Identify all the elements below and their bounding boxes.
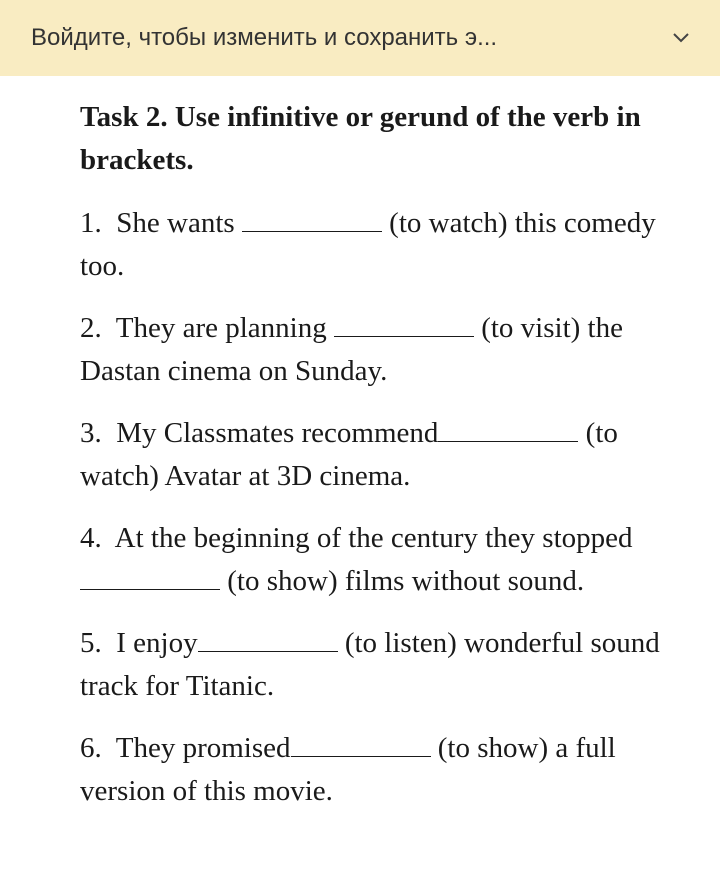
exercise-item-6 (80, 727, 660, 813)
exercise-item-2 (80, 307, 660, 393)
item-number: 6. (80, 732, 102, 764)
exercise-item-1 (80, 202, 660, 288)
item-text-before: I enjoy (116, 627, 198, 659)
answer-blank (438, 415, 578, 442)
item-number: 2. (80, 312, 102, 344)
sign-in-prompt[interactable]: Войдите, чтобы изменить и сохранить э... (31, 24, 498, 51)
item-text-before: They are planning (115, 312, 327, 344)
sign-in-banner[interactable] (0, 0, 720, 76)
exercise-item-4 (80, 517, 660, 603)
answer-blank (198, 625, 338, 652)
chevron-down-icon[interactable] (670, 27, 692, 49)
item-text-after: (to show) a full version of this movie. (80, 732, 616, 807)
exercise-item-3 (80, 412, 660, 498)
exercise-item-5 (80, 622, 660, 708)
item-text-after: (to visit) the Dastan cinema on Sunday. (80, 312, 623, 387)
item-text-after: (to watch) this comedy too. (80, 207, 656, 282)
answer-blank (242, 205, 382, 232)
item-number: 5. (80, 627, 102, 659)
item-text-before: At the beginning of the century they stopped (114, 522, 633, 554)
item-number: 4. (80, 522, 102, 554)
item-text-before: They promised (115, 732, 291, 764)
item-text-after: (to watch) Avatar at 3D cinema. (80, 417, 618, 492)
answer-blank (80, 563, 220, 590)
task-title: Task 2. Use infinitive or gerund of the verb in brackets. (80, 101, 641, 176)
item-number: 3. (80, 417, 102, 449)
worksheet (80, 96, 660, 832)
answer-blank (334, 310, 474, 337)
answer-blank (291, 730, 431, 757)
item-text-after: (to listen) wonderful sound track for Titanic. (80, 627, 660, 702)
item-number: 1. (80, 207, 102, 239)
item-text-before: She wants (116, 207, 235, 239)
item-text-after: (to show) films without sound. (227, 565, 585, 597)
item-text-before: My Classmates recommend (116, 417, 439, 449)
